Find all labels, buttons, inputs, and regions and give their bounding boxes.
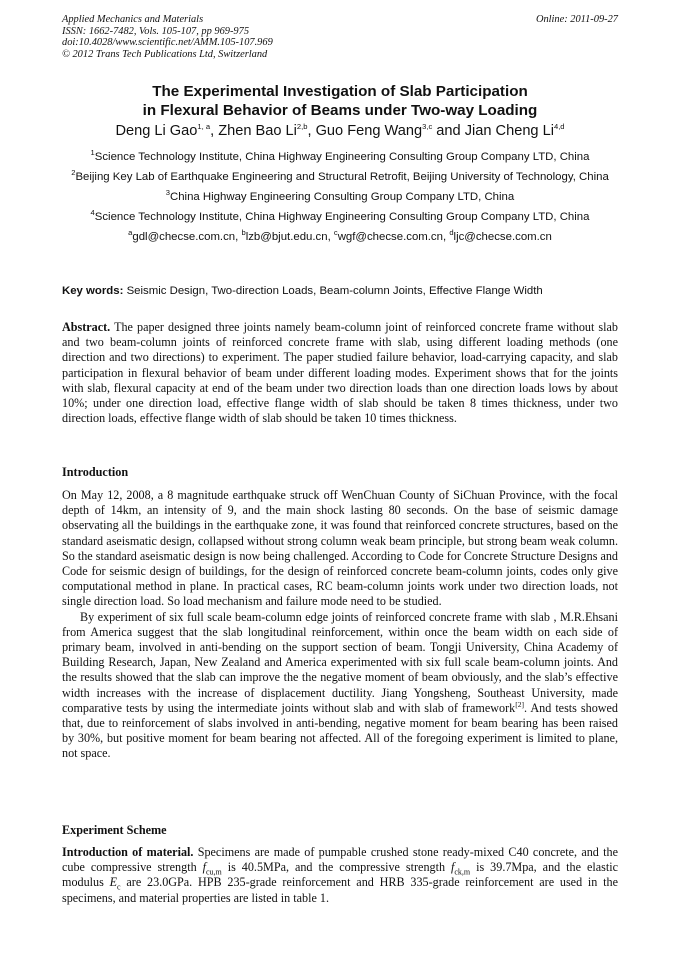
- affiliation: [62, 189, 618, 205]
- paper-title: [62, 82, 618, 120]
- symbol-subscript: cu,m: [205, 867, 222, 877]
- journal-name: Applied Mechanics and Materials: [62, 14, 204, 25]
- affiliation: [62, 209, 618, 225]
- email-marker: d: [449, 228, 454, 238]
- keywords: [62, 284, 618, 299]
- symbol-subscript: c: [117, 882, 121, 892]
- paragraph-text: Specimens are made of pumpable crushed stone ready-mixed C40 concrete, and the cube compressive strength: [62, 845, 618, 875]
- affiliation-marker: 3: [165, 188, 170, 198]
- email-address: gdl@checse.com.cn: [132, 231, 236, 243]
- email-marker: b: [241, 228, 246, 238]
- affiliation-text: Science Technology Institute, China Highway Engineering Consulting Group Company LTD, China: [94, 211, 590, 223]
- paragraph-text: is 40.5MPa, and the compressive strength: [221, 860, 451, 875]
- email-separator: ,: [442, 231, 450, 243]
- affiliation-marker: 4: [90, 208, 95, 218]
- citation-ref: [2]: [515, 699, 525, 709]
- journal-header: [62, 14, 618, 60]
- email-address: wgf@checse.com.cn: [337, 231, 443, 243]
- email-list: [62, 229, 618, 245]
- abstract: [62, 320, 618, 426]
- symbol-f: f: [202, 860, 206, 875]
- author-affil-marker: 1, a: [197, 122, 211, 132]
- material-label: Introduction of material.: [62, 845, 194, 859]
- section-heading-introduction: Introduction: [62, 465, 129, 479]
- paragraph-text: is 39.7Mpa, and the elastic modulus: [62, 860, 618, 890]
- keywords-text: Seismic Design, Two-direction Loads, Beam-column Joints, Effective Flange Width: [123, 285, 543, 297]
- keywords-label: Key words:: [62, 285, 124, 297]
- author-affil-marker: 2,b: [296, 122, 308, 132]
- paragraph-text: . And tests showed that, due to reinforcement of slabs involved in anti-bending, negative moment for beam bearing has been raised by 30%, but positive moment for beam bearing not affected. All of the foregoing experiment is limited to plane, not space.: [62, 700, 618, 761]
- author-list: [62, 122, 618, 140]
- author-affil-marker: 4,d: [553, 122, 565, 132]
- symbol-f: f: [451, 860, 455, 875]
- title-line-1: The Experimental Investigation of Slab Participation: [152, 83, 528, 100]
- affiliation-list: [62, 149, 618, 245]
- author-separator: and: [432, 123, 465, 139]
- abstract-label: Abstract.: [62, 320, 111, 334]
- paragraph-text: are 23.0GPa. HPB 235-grade reinforcement and HRB 335-grade reinforcement are used in the specimens, and material properties are listed in table 1.: [62, 875, 618, 905]
- author-name: Guo Feng Wang: [315, 123, 423, 139]
- abstract-text: The paper designed three joints namely beam-column joint of reinforced concrete frame without slab and two beam-column joints of reinforced concrete frame with slab, using different loading methods (one direction and two directions) to experiment. The paper studied failure behavior, load-carrying capacity, and slab participation in flexural behavior of beam under different loading modes. Experiment shows that for the joints with slab, flexural capacity at end of the beam under two direction loads than one direction loads lows by about 10%; under one direction load, effective flange width of slab should be taken 8 times thickness, under two direction loads, effective flange width of slab should be taken 10 times thickness.: [62, 320, 618, 426]
- author-separator: ,: [210, 123, 219, 139]
- affiliation-text: China Highway Engineering Consulting Group Company LTD, China: [170, 191, 515, 203]
- author-affil-marker: 3,c: [422, 122, 433, 132]
- material-paragraph: [62, 845, 618, 906]
- email-address: ljc@checse.com.cn: [453, 231, 552, 243]
- affiliation-text: Beijing Key Lab of Earthquake Engineering and Structural Retrofit, Beijing University of Technology, China: [75, 171, 609, 183]
- section-heading-experiment-scheme: Experiment Scheme: [62, 823, 167, 837]
- introduction-paragraph-1: On May 12, 2008, a 8 magnitude earthquake struck off WenChuan County of SiChuan Province, with the focal depth of 14km, an intensity of 9, and the main shock lasting 80 seconds. On the base of seismic damage observating all the buildings in the earthquake zone, it was found that reinforced concrete structures, based on the standard aseismatic design, collapsed without strong column weak beam principle, but strong beam weak column. So the standard aseismatic design is now being challenged. According to Code for Concrete Structure Designs and Code for seismic design of buildings, for the design of reinforced concrete beam-column joints, codes only give computational method in plane. In practical cases, RC beam-column joints work under two direction loads, not single direction load. So load mechanism and failure mode need to be studied.: [62, 488, 618, 609]
- author-name: Jian Cheng Li: [464, 123, 554, 139]
- email-marker: c: [333, 228, 338, 238]
- affiliation-marker: 1: [90, 148, 95, 158]
- copyright-line: © 2012 Trans Tech Publications Ltd, Switzerland: [62, 48, 268, 60]
- email-marker: a: [128, 228, 133, 238]
- introduction-body: [62, 488, 618, 762]
- email-address: lzb@bjut.edu.cn: [245, 231, 328, 243]
- email-separator: ,: [235, 231, 242, 243]
- author-name: Zhen Bao Li: [218, 123, 297, 139]
- symbol-subscript: ck,m: [454, 867, 471, 877]
- affiliation-text: Science Technology Institute, China Highway Engineering Consulting Group Company LTD, China: [94, 151, 590, 163]
- email-separator: ,: [327, 231, 334, 243]
- introduction-paragraph-2: [62, 610, 618, 762]
- author-separator: ,: [307, 123, 316, 139]
- symbol-e: E: [109, 875, 118, 890]
- affiliation-marker: 2: [71, 168, 76, 178]
- issn-line: ISSN: 1662-7482, Vols. 105-107, pp 969-975: [62, 25, 250, 37]
- doi-line: doi:10.4028/www.scientific.net/AMM.105-107.969: [62, 37, 273, 49]
- online-date: Online: 2011-09-27: [535, 14, 618, 25]
- paragraph-text: By experiment of six full scale beam-column edge joints of reinforced concrete frame with slab , M.R.Ehsani from America suggest that the slab longitudinal reinforcement, within once the beam width on each side of primary beam, involved in anti-bending on the support section of beam. Tongji University, China Academy of Building Research, Japan, New Zealand and America experimented with six full scale beam-column joints. And the results showed that the slab can improve the the negative moment of beam obviously, and the slab’s effective width increases with the increase of displacement ductility. Jiang Yongsheng, Southeast University, made comparative tests by using the intermediate joints without slab and with slab of framework: [62, 609, 618, 715]
- affiliation: [62, 149, 618, 165]
- author-name: Deng Li Gao: [115, 123, 198, 139]
- affiliation: [62, 169, 618, 185]
- title-line-2: in Flexural Behavior of Beams under Two-way Loading: [142, 102, 538, 119]
